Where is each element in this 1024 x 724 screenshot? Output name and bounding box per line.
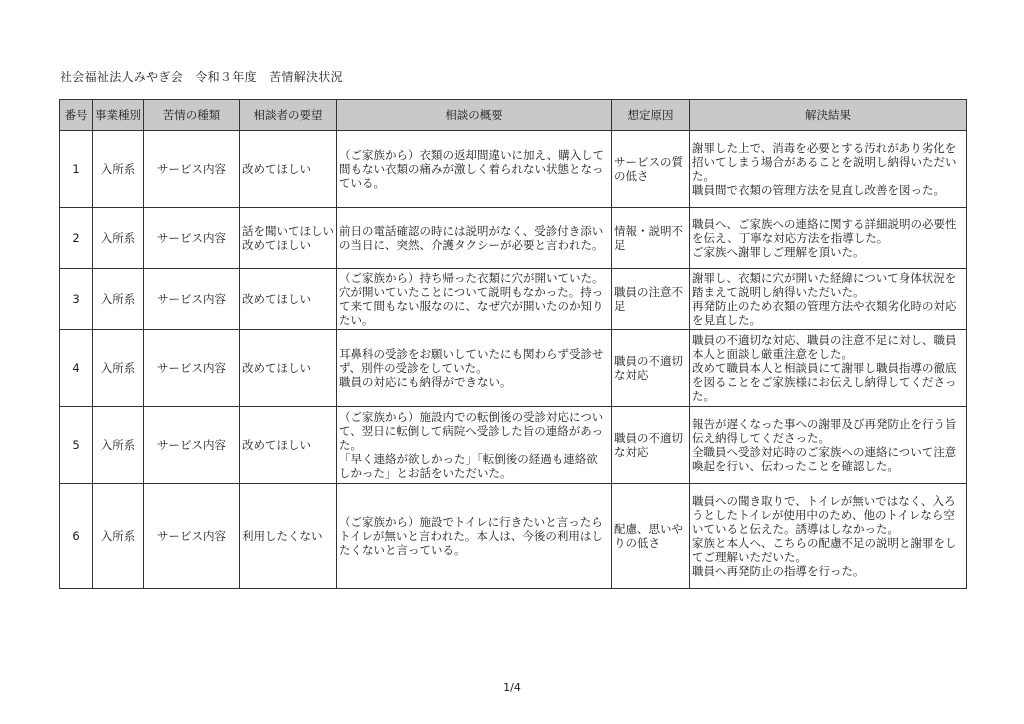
table-row xyxy=(60,131,967,208)
cell-business-type: 入所系 xyxy=(93,269,144,330)
header-complaint-kind: 苦情の種類 xyxy=(144,100,240,131)
cell-request: 改めてほしい xyxy=(240,269,337,330)
cell-result: 報告が遅くなった事への謝罪及び再発防止を行う旨伝え納得してくださった。 全職員へ受診対応時のご家族への連絡について注意喚起を行い、伝わったことを確認した。 xyxy=(690,407,967,484)
cell-cause: 配慮、思いやりの低さ xyxy=(612,484,690,589)
cell-summary: （ご家族から）施設内での転倒後の受診対応について、翌日に転倒して病院へ受診した旨の連絡があった。 「早く連絡が欲しかった」「転倒後の経過も連絡欲しかった」とお話をいただいた。 xyxy=(337,407,612,484)
header-number: 番号 xyxy=(60,100,93,131)
table-row xyxy=(60,208,967,269)
cell-request: 改めてほしい xyxy=(240,131,337,208)
cell-number: 6 xyxy=(60,484,93,589)
table-row xyxy=(60,484,967,589)
cell-number: 1 xyxy=(60,131,93,208)
cell-request: 利用したくない xyxy=(240,484,337,589)
cell-result: 職員への聞き取りで、トイレが無いではなく、入ろうとしたトイレが使用中のため、他のトイレなら空いていると伝えた。誘導はしなかった。 家族と本人へ、こちらの配慮不足の説明と謝罪をしてご理解いただいた。 職員へ再発防止の指導を行った。 xyxy=(690,484,967,589)
complaint-table xyxy=(59,99,967,589)
cell-business-type: 入所系 xyxy=(93,330,144,407)
header-request: 相談者の要望 xyxy=(240,100,337,131)
cell-business-type: 入所系 xyxy=(93,407,144,484)
cell-cause: 職員の不適切な対応 xyxy=(612,330,690,407)
cell-summary: （ご家族から）施設でトイレに行きたいと言ったらトイレが無いと言われた。本人は、今後の利用はしたくないと言っている。 xyxy=(337,484,612,589)
table-row xyxy=(60,269,967,330)
cell-cause: サービスの質の低さ xyxy=(612,131,690,208)
cell-cause: 情報・説明不足 xyxy=(612,208,690,269)
cell-summary: （ご家族から）持ち帰った衣類に穴が開いていた。穴が開いていたことについて説明もなかった。持って来て間もない服なのに、なぜ穴が開いたのか知りたい。 xyxy=(337,269,612,330)
cell-number: 3 xyxy=(60,269,93,330)
header-summary: 相談の概要 xyxy=(337,100,612,131)
cell-summary: （ご家族から）衣類の返却間違いに加え、購入して間もない衣類の痛みが激しく着られない状態となっている。 xyxy=(337,131,612,208)
cell-result: 職員へ、ご家族への連絡に関する詳細説明の必要性を伝え、丁寧な対応方法を指導した。 ご家族へ謝罪しご理解を頂いた。 xyxy=(690,208,967,269)
document-title: 社会福祉法人みやぎ会 令和３年度 苦情解決状況 xyxy=(60,70,343,84)
table-row xyxy=(60,330,967,407)
cell-summary: 耳鼻科の受診をお願いしていたにも関わらず受診せず、別件の受診をしていた。 職員の対応にも納得ができない。 xyxy=(337,330,612,407)
header-cause: 想定原因 xyxy=(612,100,690,131)
cell-number: 2 xyxy=(60,208,93,269)
cell-result: 謝罪し、衣類に穴が開いた経緯について身体状況を踏まえて説明し納得いただいた。 再発防止のため衣類の管理方法や衣類劣化時の対応を見直した。 xyxy=(690,269,967,330)
cell-cause: 職員の不適切な対応 xyxy=(612,407,690,484)
page-number: 1/4 xyxy=(503,681,521,694)
cell-complaint-kind: サービス内容 xyxy=(144,269,240,330)
cell-business-type: 入所系 xyxy=(93,484,144,589)
cell-cause: 職員の注意不足 xyxy=(612,269,690,330)
cell-complaint-kind: サービス内容 xyxy=(144,484,240,589)
cell-result: 職員の不適切な対応、職員の注意不足に対し、職員本人と面談し厳重注意をした。 改めて職員本人と相談員にて謝罪し職員指導の徹底を図ることをご家族様にお伝えし納得してくださった。 xyxy=(690,330,967,407)
cell-complaint-kind: サービス内容 xyxy=(144,208,240,269)
cell-complaint-kind: サービス内容 xyxy=(144,330,240,407)
header-row xyxy=(60,100,967,131)
cell-business-type: 入所系 xyxy=(93,208,144,269)
cell-request: 改めてほしい xyxy=(240,407,337,484)
cell-number: 5 xyxy=(60,407,93,484)
header-business-type: 事業種別 xyxy=(93,100,144,131)
table-row xyxy=(60,407,967,484)
cell-complaint-kind: サービス内容 xyxy=(144,407,240,484)
header-result: 解決結果 xyxy=(690,100,967,131)
cell-business-type: 入所系 xyxy=(93,131,144,208)
cell-number: 4 xyxy=(60,330,93,407)
cell-request: 改めてほしい xyxy=(240,330,337,407)
cell-result: 謝罪した上で、消毒を必要とする汚れがあり劣化を招いてしまう場合があることを説明し納得いただいた。 職員間で衣類の管理方法を見直し改善を図った。 xyxy=(690,131,967,208)
cell-summary: 前日の電話確認の時には説明がなく、受診付き添いの当日に、突然、介護タクシーが必要と言われた。 xyxy=(337,208,612,269)
cell-request: 話を聞いてほしい 改めてほしい xyxy=(240,208,337,269)
cell-complaint-kind: サービス内容 xyxy=(144,131,240,208)
